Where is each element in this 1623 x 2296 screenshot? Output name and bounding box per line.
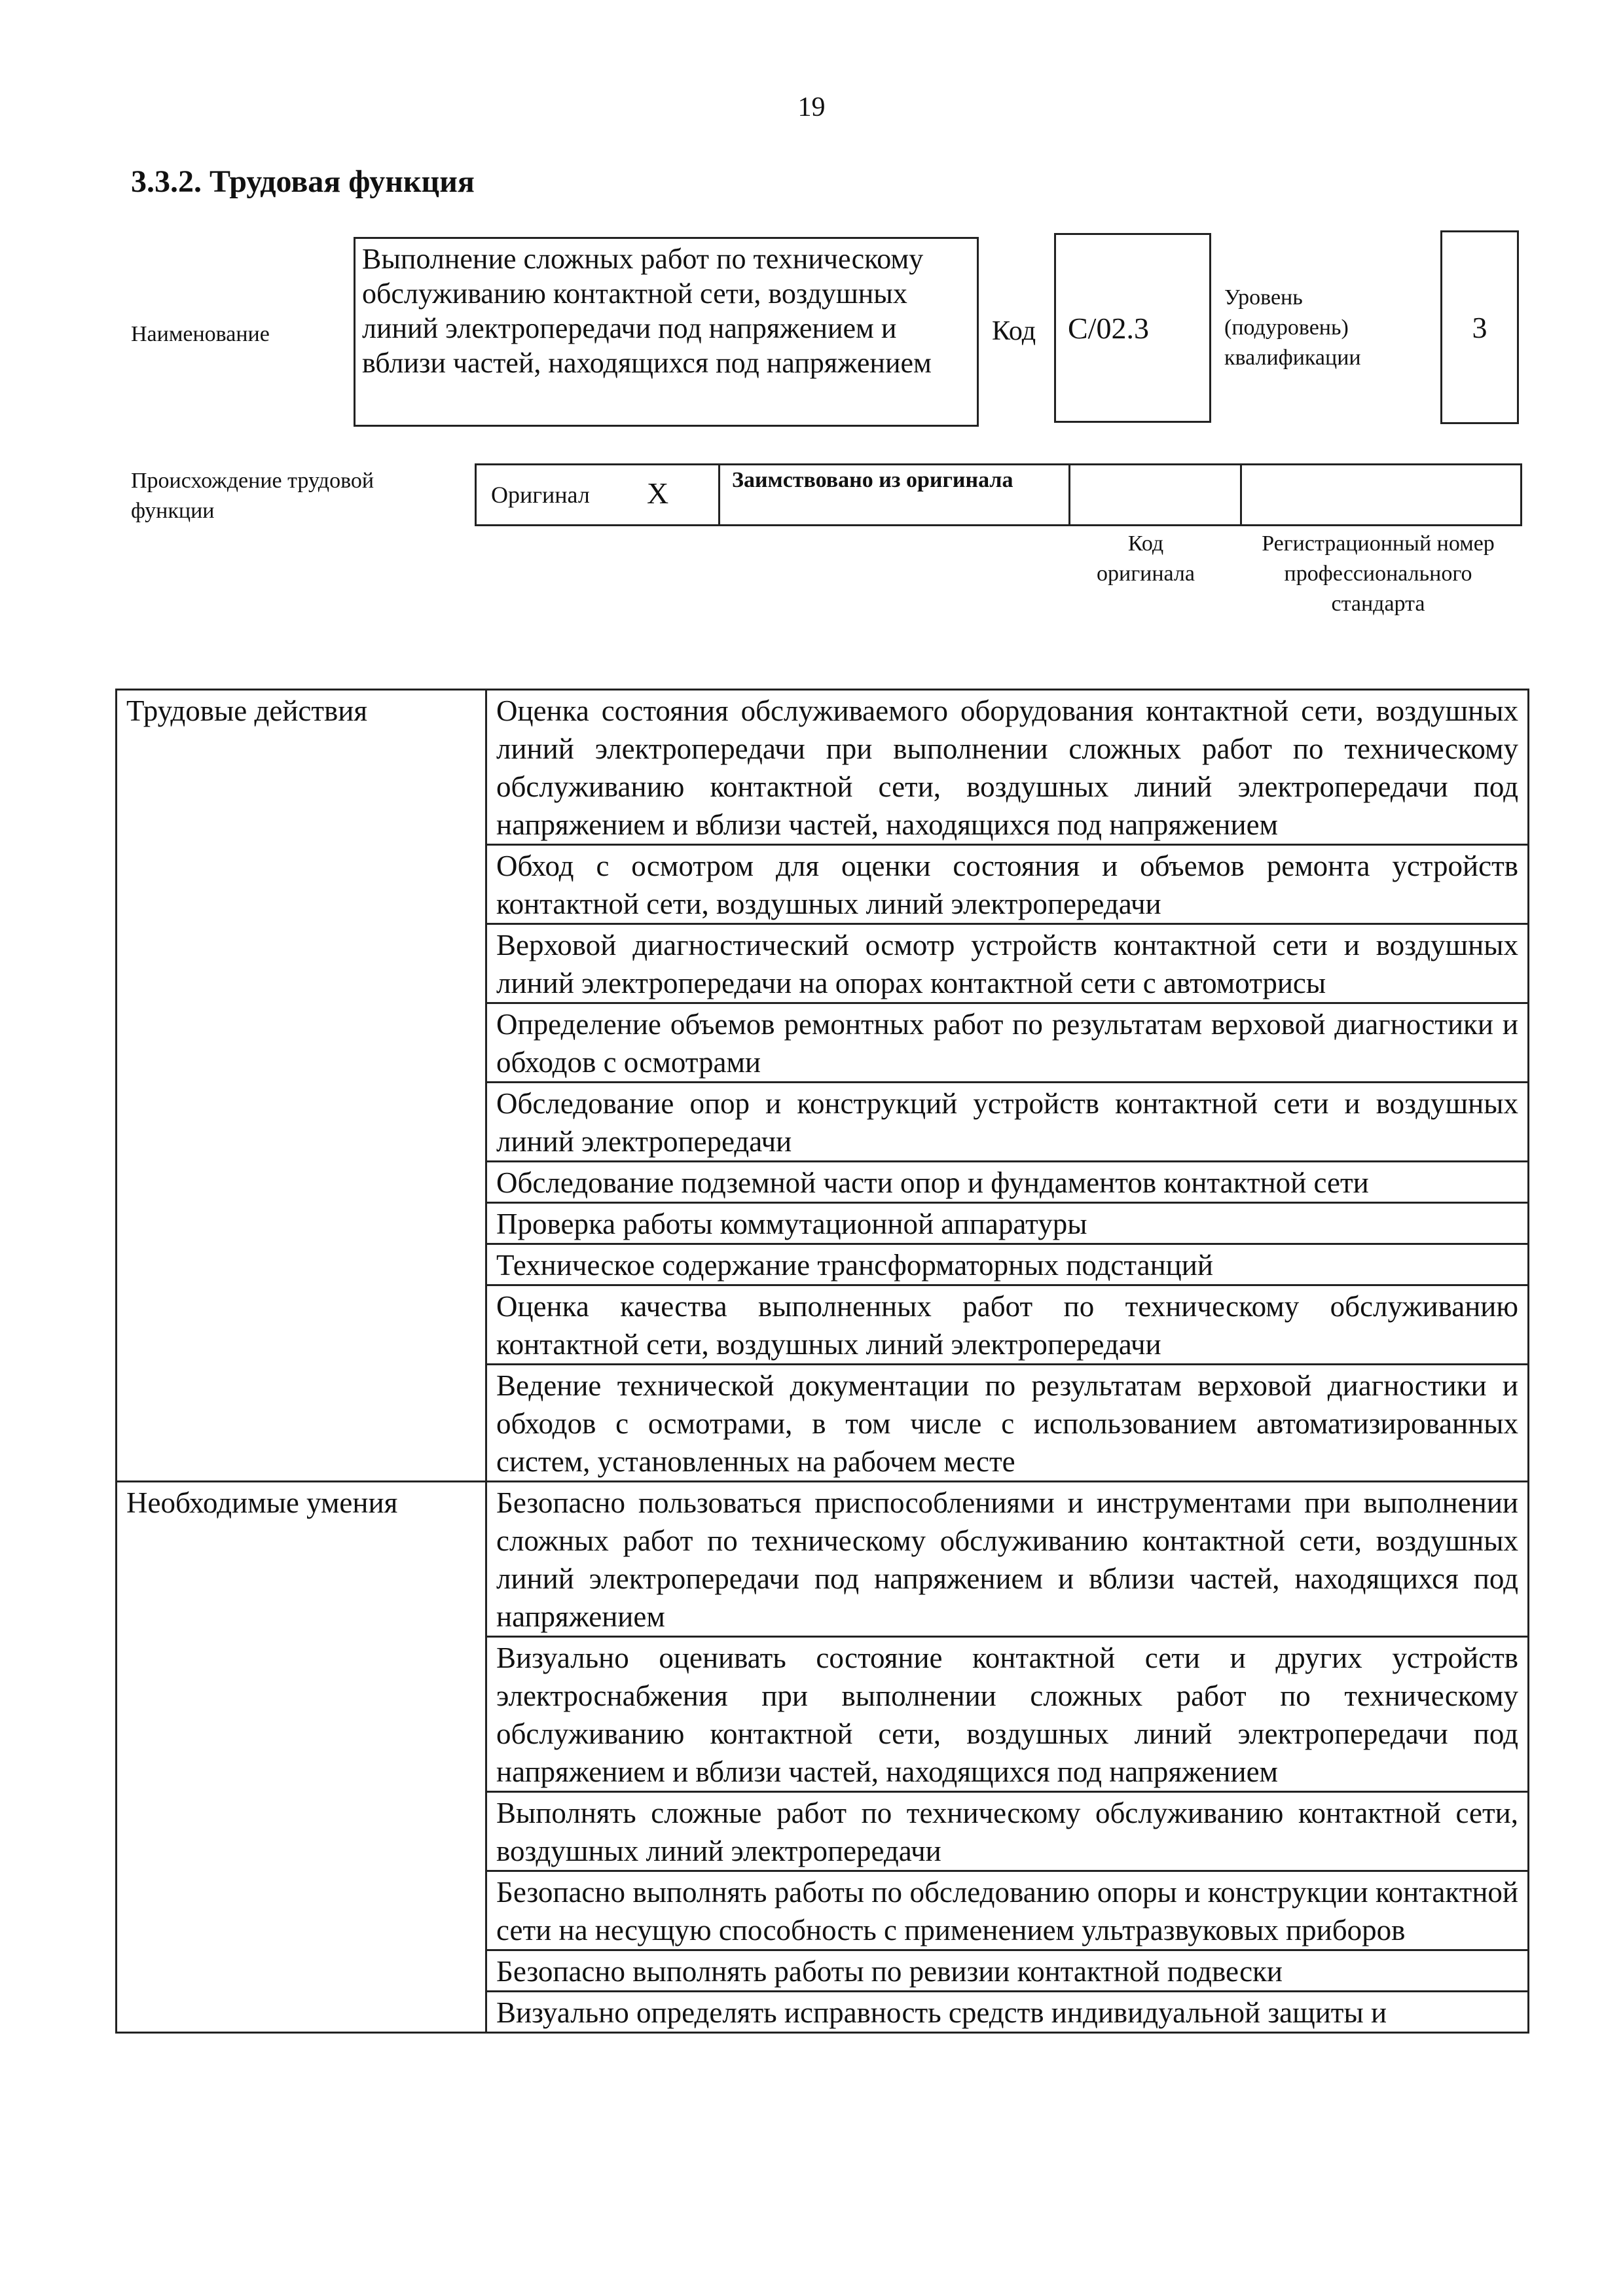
list-item: Обследование подземной части опор и фундаментов контактной сети: [486, 1162, 1529, 1203]
list-item: Безопасно выполнять работы по обследованию опоры и конструкции контактной сети на несущую способность с применением ультразвуковых приборов: [486, 1871, 1529, 1950]
origin-label: Происхождение трудовой функции: [131, 469, 374, 523]
labor-table: [115, 689, 1529, 2034]
table-row: [117, 690, 1529, 845]
original-cell: [477, 465, 720, 524]
list-item: Безопасно пользоваться приспособлениями и инструментами при выполнении сложных работ по техническому обслуживанию контактной сети, воздушных линий электропередачи под напряжением и вблизи частей, находящихся под напряжением: [486, 1482, 1529, 1637]
section-title-cell: Трудовые действия: [117, 690, 486, 1482]
list-item: Ведение технической документации по результатам верховой диагностики и обходов с осмотрами, в том числе с использованием автоматизированных систем, установленных на рабочем месте: [486, 1365, 1529, 1482]
list-item: Визуально определять исправность средств индивидуальной защиты и: [486, 1992, 1529, 2033]
origin-row: [475, 463, 1522, 526]
list-item: Оценка качества выполненных работ по техническому обслуживанию контактной сети, воздушных линий электропередачи: [486, 1285, 1529, 1365]
list-item: Оценка состояния обслуживаемого оборудования контактной сети, воздушных линий электропередачи при выполнении сложных работ по техническому обслуживанию контактной сети, воздушных линий электропередачи под напряжением и вблизи частей, находящихся под напряжением: [486, 690, 1529, 845]
table-row: [117, 1482, 1529, 1637]
borrowed-cell: [720, 465, 1070, 524]
list-item: Визуально оценивать состояние контактной сети и других устройств электроснабжения при выполнении сложных работ по техническому обслуживанию контактной сети, воздушных линий электропередачи под напряжением и вблизи частей, находящихся под напряжением: [486, 1637, 1529, 1792]
original-label: Оригинал: [491, 482, 590, 508]
section-title-cell: Необходимые умения: [117, 1482, 486, 2033]
list-item: Безопасно выполнять работы по ревизии контактной подвески: [486, 1950, 1529, 1992]
code-value: С/02.3: [1068, 311, 1149, 345]
code-caption: Код оригинала: [1097, 531, 1195, 586]
list-item: Определение объемов ремонтных работ по результатам верховой диагностики и обходов с осмотрами: [486, 1003, 1529, 1083]
level-label: Уровень (подуровень) квалификации: [1224, 285, 1361, 370]
reg-caption: Регистрационный номер профессионального стандарта: [1262, 531, 1495, 616]
function-name-box: Выполнение сложных работ по техническому обслуживанию контактной сети, воздушных линий электропередачи под напряжением и вблизи частей, находящихся под напряжением: [354, 237, 979, 427]
section-title: 3.3.2. Трудовая функция: [131, 164, 475, 199]
borrowed-label: Заимствовано из оригинала: [732, 468, 1013, 492]
reg-number-cell: [1242, 465, 1520, 524]
level-box: [1440, 230, 1519, 424]
original-mark: Х: [647, 476, 669, 510]
original-code-cell: [1070, 465, 1242, 524]
list-item: Проверка работы коммутационной аппаратуры: [486, 1203, 1529, 1244]
level-value: 3: [1472, 310, 1487, 344]
list-item: Техническое содержание трансформаторных подстанций: [486, 1244, 1529, 1285]
list-item: Обход с осмотром для оценки состояния и объемов ремонта устройств контактной сети, воздушных линий электропередачи: [486, 845, 1529, 924]
list-item: Выполнять сложные работ по техническому обслуживанию контактной сети, воздушных линий электропередачи: [486, 1792, 1529, 1871]
name-label: Наименование: [131, 322, 270, 346]
code-box: [1054, 233, 1211, 423]
list-item: Обследование опор и конструкций устройств контактной сети и воздушных линий электропередачи: [486, 1083, 1529, 1162]
page-number: 19: [797, 92, 826, 122]
code-label: Код: [992, 316, 1036, 346]
list-item: Верховой диагностический осмотр устройств контактной сети и воздушных линий электропередачи на опорах контактной сети с автомотрисы: [486, 924, 1529, 1003]
